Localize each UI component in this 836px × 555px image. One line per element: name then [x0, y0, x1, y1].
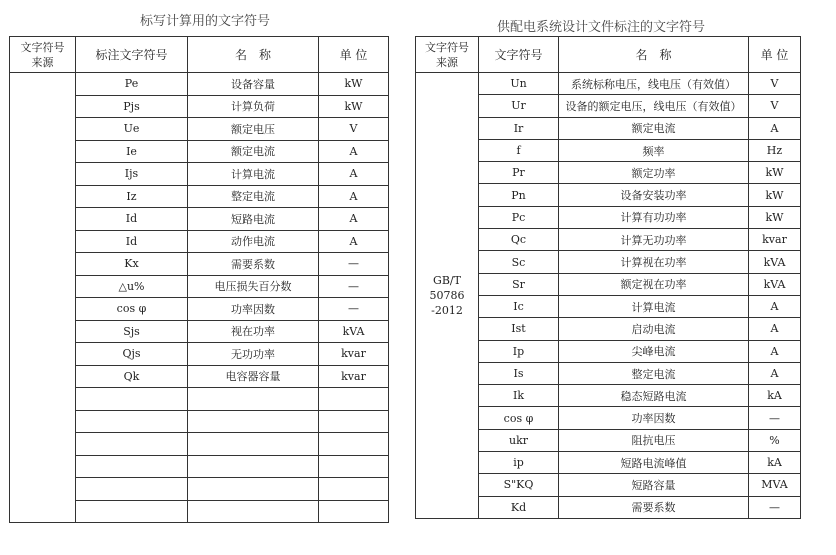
source-cell — [10, 73, 76, 523]
name-cell: 计算视在功率 — [559, 251, 749, 273]
symbol-cell — [76, 433, 188, 456]
name-cell: 计算电流 — [559, 295, 749, 317]
unit-cell: kVA — [749, 273, 801, 295]
header-source: 文字符号 来源 — [416, 37, 479, 73]
name-cell — [188, 455, 319, 478]
header-symbol: 标注文字符号 — [76, 37, 188, 73]
name-cell: 需要系数 — [559, 496, 749, 518]
unit-cell: kVA — [319, 320, 389, 343]
symbol-cell: cos φ — [479, 407, 559, 429]
name-cell: 电容器容量 — [188, 365, 319, 388]
unit-cell: kvar — [749, 229, 801, 251]
symbol-cell: Sr — [479, 273, 559, 295]
table-row — [10, 73, 389, 96]
name-cell: 电压损失百分数 — [188, 275, 319, 298]
name-cell: 尖峰电流 — [559, 340, 749, 362]
symbol-cell: Pn — [479, 184, 559, 206]
symbol-cell — [76, 500, 188, 523]
name-cell: 计算负荷 — [188, 95, 319, 118]
table-row — [416, 73, 801, 95]
name-cell: 稳态短路电流 — [559, 385, 749, 407]
symbol-cell: Ur — [479, 95, 559, 117]
unit-cell: A — [749, 362, 801, 384]
symbol-cell: Sjs — [76, 320, 188, 343]
unit-cell: A — [749, 318, 801, 340]
symbol-cell: Ijs — [76, 163, 188, 186]
name-cell: 频率 — [559, 139, 749, 161]
unit-cell: kW — [319, 95, 389, 118]
unit-cell: A — [749, 340, 801, 362]
unit-cell — [319, 500, 389, 523]
symbol-cell: ukr — [479, 429, 559, 451]
name-cell — [188, 410, 319, 433]
unit-cell: kW — [749, 184, 801, 206]
unit-cell — [319, 455, 389, 478]
symbol-cell: Sc — [479, 251, 559, 273]
name-cell — [188, 433, 319, 456]
symbol-cell: Is — [479, 362, 559, 384]
name-cell: 额定电流 — [188, 140, 319, 163]
header-source: 文字符号 来源 — [10, 37, 76, 73]
unit-cell: — — [319, 298, 389, 321]
unit-cell: — — [319, 253, 389, 276]
name-cell: 设备的额定电压，线电压（有效值） — [559, 95, 749, 117]
name-cell: 额定电压 — [188, 118, 319, 141]
name-cell: 需要系数 — [188, 253, 319, 276]
name-cell — [188, 500, 319, 523]
name-cell: 整定电流 — [188, 185, 319, 208]
symbol-cell: Qc — [479, 229, 559, 251]
name-cell: 设备容量 — [188, 73, 319, 96]
left-table-title: 标写计算用的文字符号 — [140, 14, 271, 29]
header-unit: 单 位 — [319, 37, 389, 73]
unit-cell: kvar — [319, 343, 389, 366]
unit-cell: — — [749, 407, 801, 429]
unit-cell — [319, 433, 389, 456]
symbol-cell: Ip — [479, 340, 559, 362]
name-cell: 阻抗电压 — [559, 429, 749, 451]
unit-cell: A — [319, 230, 389, 253]
symbol-cell: Pr — [479, 162, 559, 184]
header-row — [10, 37, 389, 73]
right-table-title: 供配电系统设计文件标注的文字符号 — [497, 20, 706, 35]
header-row — [416, 37, 801, 73]
name-cell: 额定电流 — [559, 117, 749, 139]
name-cell: 额定视在功率 — [559, 273, 749, 295]
symbol-cell: Qk — [76, 365, 188, 388]
unit-cell: kW — [319, 73, 389, 96]
name-cell: 无功功率 — [188, 343, 319, 366]
unit-cell: A — [319, 140, 389, 163]
unit-cell: kVA — [749, 251, 801, 273]
unit-cell: A — [749, 295, 801, 317]
unit-cell — [319, 388, 389, 411]
symbol-cell: Ist — [479, 318, 559, 340]
unit-cell: kW — [749, 206, 801, 228]
unit-cell: kvar — [319, 365, 389, 388]
left-symbol-table — [9, 36, 389, 523]
name-cell: 启动电流 — [559, 318, 749, 340]
name-cell: 计算电流 — [188, 163, 319, 186]
symbol-cell: ip — [479, 452, 559, 474]
symbol-cell: f — [479, 139, 559, 161]
symbol-cell: △u% — [76, 275, 188, 298]
symbol-cell — [76, 410, 188, 433]
symbol-cell: Pe — [76, 73, 188, 96]
symbol-cell: Ie — [76, 140, 188, 163]
header-name: 名 称 — [188, 37, 319, 73]
unit-cell: % — [749, 429, 801, 451]
symbol-cell: Kd — [479, 496, 559, 518]
unit-cell: kA — [749, 385, 801, 407]
name-cell: 整定电流 — [559, 362, 749, 384]
unit-cell: — — [749, 496, 801, 518]
unit-cell: V — [749, 73, 801, 95]
symbol-cell: Id — [76, 208, 188, 231]
symbol-cell: Iz — [76, 185, 188, 208]
symbol-cell — [76, 455, 188, 478]
unit-cell — [319, 410, 389, 433]
unit-cell: A — [319, 185, 389, 208]
symbol-cell: Kx — [76, 253, 188, 276]
symbol-cell: Ik — [479, 385, 559, 407]
name-cell: 短路电流 — [188, 208, 319, 231]
name-cell — [188, 388, 319, 411]
symbol-cell: cos φ — [76, 298, 188, 321]
symbol-cell — [76, 478, 188, 501]
symbol-cell: Pjs — [76, 95, 188, 118]
name-cell: 系统标称电压，线电压（有效值） — [559, 73, 749, 95]
unit-cell — [319, 478, 389, 501]
name-cell: 视在功率 — [188, 320, 319, 343]
symbol-cell: Qjs — [76, 343, 188, 366]
name-cell: 短路电流峰值 — [559, 452, 749, 474]
unit-cell: kA — [749, 452, 801, 474]
right-symbol-table — [415, 36, 801, 519]
name-cell: 动作电流 — [188, 230, 319, 253]
unit-cell: A — [749, 117, 801, 139]
name-cell: 计算有功功率 — [559, 206, 749, 228]
name-cell: 功率因数 — [188, 298, 319, 321]
name-cell: 短路容量 — [559, 474, 749, 496]
symbol-cell: Pc — [479, 206, 559, 228]
unit-cell: A — [319, 163, 389, 186]
symbol-cell: Ir — [479, 117, 559, 139]
unit-cell: kW — [749, 162, 801, 184]
symbol-cell: Ue — [76, 118, 188, 141]
name-cell — [188, 478, 319, 501]
unit-cell: MVA — [749, 474, 801, 496]
name-cell: 功率因数 — [559, 407, 749, 429]
unit-cell: — — [319, 275, 389, 298]
symbol-cell: Ic — [479, 295, 559, 317]
source-cell: GB/T 50786 -2012 — [416, 73, 479, 519]
header-symbol: 文字符号 — [479, 37, 559, 73]
name-cell: 额定功率 — [559, 162, 749, 184]
unit-cell: A — [319, 208, 389, 231]
header-unit: 单 位 — [749, 37, 801, 73]
symbol-cell: Id — [76, 230, 188, 253]
unit-cell: V — [319, 118, 389, 141]
symbol-cell: S"KQ — [479, 474, 559, 496]
unit-cell: Hz — [749, 139, 801, 161]
name-cell: 设备安装功率 — [559, 184, 749, 206]
header-name: 名 称 — [559, 37, 749, 73]
unit-cell: V — [749, 95, 801, 117]
symbol-cell — [76, 388, 188, 411]
name-cell: 计算无功功率 — [559, 229, 749, 251]
symbol-cell: Un — [479, 73, 559, 95]
